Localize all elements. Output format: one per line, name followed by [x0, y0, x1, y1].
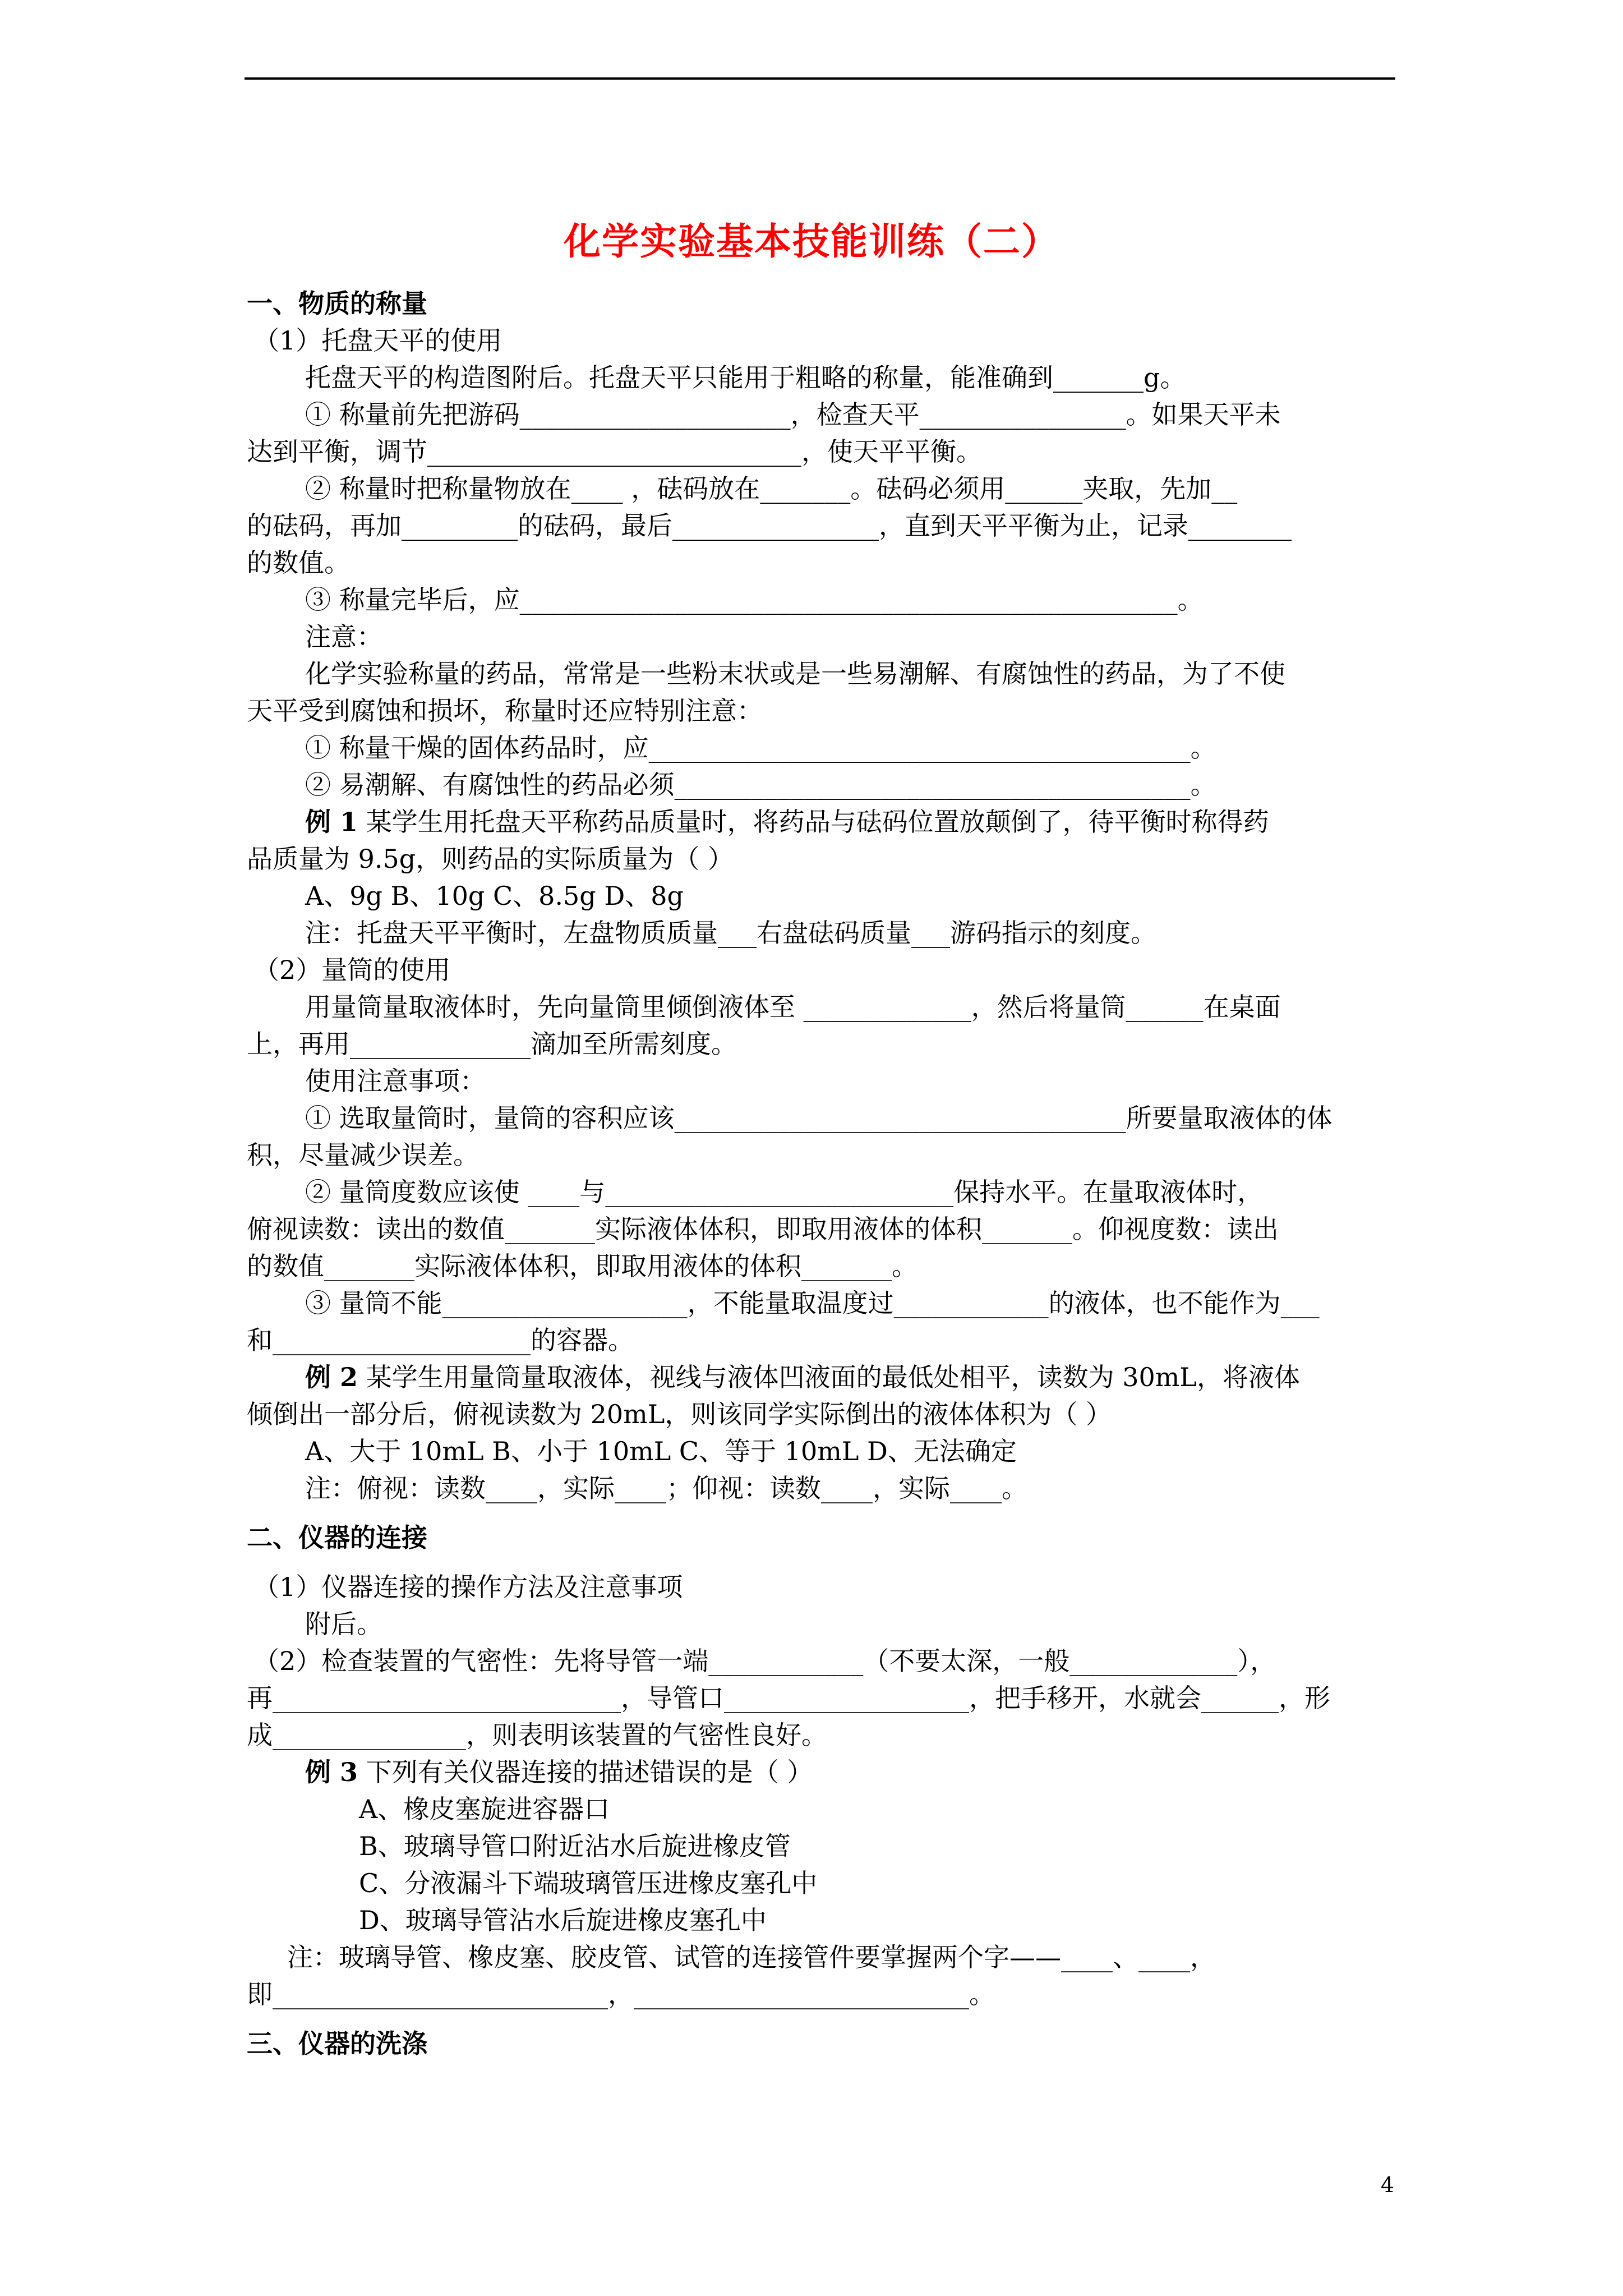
paragraph-line: 再___________________________，导管口___________________，把手移开，水就会______，形 [247, 1683, 1330, 1713]
section-heading-weighing: 一、物质的称量 [247, 288, 427, 319]
section-heading-connection: 二、仪器的连接 [247, 1522, 427, 1553]
option-a: A、橡皮塞旋进容器口 [359, 1794, 610, 1824]
paragraph-line: 积，尽量减少误差。 [247, 1140, 479, 1170]
example-options: A、9g B、10g C、8.5g D、8g [305, 881, 684, 911]
section-heading-washing: 三、仪器的洗涤 [247, 2028, 427, 2059]
note-label: 注意： [305, 622, 382, 652]
paragraph-line: ③ 称量完毕后，应___________________________________________________。 [305, 585, 1204, 615]
paragraph-line: ① 选取量筒时，量筒的容积应该___________________________________所要量取液体的体 [305, 1103, 1332, 1133]
paragraph-line: （2）检查装置的气密性：先将导管一端____________（不要太深，一般_____________）， [253, 1646, 1276, 1676]
page-title: 化学实验基本技能训练（二） [564, 219, 1059, 263]
paragraph-line: ③ 量筒不能___________________，不能量取温度过____________的液体，也不能作为___ [305, 1288, 1320, 1318]
paragraph-line: ② 易潮解、有腐蚀性的药品必须________________________________________。 [305, 770, 1216, 800]
paragraph-line: ② 量筒度数应该使 ____与___________________________保持水平。在量取液体时， [305, 1177, 1264, 1207]
note-label: 使用注意事项： [305, 1066, 486, 1096]
paragraph-line: 的数值_______实际液体体积，即取用液体的体积_______。 [247, 1251, 917, 1281]
paragraph-line: 成_______________，则表明该装置的气密性良好。 [247, 1720, 827, 1750]
example-2 [247, 1359, 1394, 1396]
subheading-connection-method: （1）仪器连接的操作方法及注意事项 [253, 1572, 683, 1602]
paragraph-line: 注：托盘天平平衡时，左盘物质质量___右盘砝码质量___游码指示的刻度。 [305, 918, 1156, 948]
paragraph-line: 品质量为 9.5g，则药品的实际质量为（ ） [247, 844, 734, 874]
page-number: 4 [1380, 2173, 1394, 2197]
paragraph-line: ② 称量时把称量物放在____ ，砝码放在_______。砝码必须用______夹取，先加__ [305, 473, 1238, 504]
example-1 [247, 803, 1394, 840]
header-rule [245, 77, 1395, 80]
paragraph-line: 倾倒出一部分后，俯视读数为 20mL，则该同学实际倒出的液体体积为（ ） [247, 1399, 1112, 1429]
paragraph-line: ① 称量前先把游码_____________________，检查天平________________。如果天平未 [305, 399, 1281, 430]
example-3 [247, 1754, 1394, 1791]
paragraph-line: 天平受到腐蚀和损坏，称量时还应特别注意： [247, 696, 763, 726]
example-label: 例 1 [305, 807, 358, 837]
paragraph-line: 化学实验称量的药品，常常是一些粉末状或是一些易潮解、有腐蚀性的药品，为了不使 [305, 659, 1285, 689]
paragraph-line: 俯视读数：读出的数值_______实际液体体积，即取用液体的体积_______。仰视度数：读出 [247, 1214, 1279, 1244]
option-d: D、玻璃导管沾水后旋进橡皮塞孔中 [359, 1905, 767, 1935]
example-text: 某学生用托盘天平称药品质量时，将药品与砝码位置放颠倒了，待平衡时称得药 [358, 807, 1269, 837]
paragraph-line: 托盘天平的构造图附后。托盘天平只能用于粗略的称量，能准确到_______g。 [305, 362, 1186, 393]
paragraph-line: 注：玻璃导管、橡皮塞、胶皮管、试管的连接管件要掌握两个字——____、____， [287, 1942, 1216, 1972]
subheading-balance: （1）托盘天平的使用 [253, 325, 502, 356]
paragraph-line: 注：俯视：读数____，实际____；仰视：读数____，实际____。 [305, 1473, 1027, 1503]
example-label: 例 2 [305, 1362, 358, 1392]
paragraph-line: 和____________________的容器。 [247, 1325, 634, 1355]
paragraph-line: 上，再用______________滴加至所需刻度。 [247, 1029, 737, 1059]
paragraph-line: 附后。 [305, 1609, 382, 1639]
document-body [247, 285, 1394, 2062]
paragraph-line: 即__________________________，__________________________。 [247, 1979, 995, 2009]
example-options: A、大于 10mL B、小于 10mL C、等于 10mL D、无法确定 [305, 1436, 1017, 1466]
paragraph-line: 的砝码，再加_________的砝码，最后________________，直到天平平衡为止，记录________ [247, 510, 1292, 541]
subheading-cylinder: （2）量筒的使用 [253, 955, 451, 985]
example-text: 某学生用量筒量取液体，视线与液体凹液面的最低处相平，读数为 30mL，将液体 [358, 1362, 1300, 1392]
paragraph-line: ① 称量干燥的固体药品时，应__________________________________________。 [305, 733, 1216, 763]
paragraph-line: 的数值。 [247, 547, 350, 578]
example-text: 下列有关仪器连接的描述错误的是（ ） [358, 1757, 813, 1787]
paragraph-line: 用量筒量取液体时，先向量筒里倾倒液体至 _____________，然后将量筒______在桌面 [305, 992, 1281, 1022]
option-c: C、分液漏斗下端玻璃管压进橡皮塞孔中 [359, 1868, 818, 1898]
paragraph-line: 达到平衡，调节_____________________________，使天平平衡。 [247, 436, 982, 467]
example-label: 例 3 [305, 1757, 358, 1787]
option-b: B、玻璃导管口附近沾水后旋进橡皮管 [359, 1831, 791, 1861]
